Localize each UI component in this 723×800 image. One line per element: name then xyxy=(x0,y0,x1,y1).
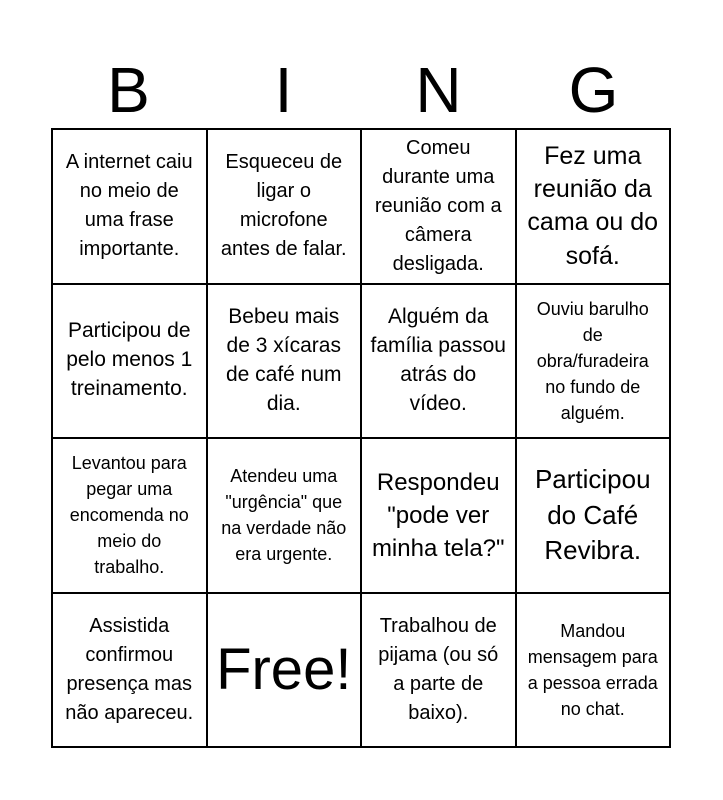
cell-text: Esqueceu de ligar o microfone antes de falar. xyxy=(220,151,347,261)
bingo-free-cell[interactable] xyxy=(208,594,363,749)
header-letter-i: I xyxy=(274,54,293,126)
header-letter-b: B xyxy=(107,54,150,126)
bingo-grid xyxy=(51,128,671,748)
bingo-cell[interactable] xyxy=(362,439,517,594)
cell-text: A internet caiu no meio de uma frase importante. xyxy=(65,151,193,261)
cell-text: Participou do Café Revibra. xyxy=(534,464,651,565)
free-space-text: Free! xyxy=(216,636,352,702)
cell-text: Trabalhou de pijama (ou só a parte de baixo). xyxy=(378,614,499,724)
cell-text: Atendeu uma "urgência" que na verdade não era urgente. xyxy=(221,466,347,565)
header-letter-n: N xyxy=(415,54,462,126)
header-letter-g: G xyxy=(568,54,619,126)
cell-text: Comeu durante uma reunião com a câmera desligada. xyxy=(374,136,502,275)
cell-text: Respondeu "pode ver minha tela?" xyxy=(371,468,505,562)
bingo-cell[interactable] xyxy=(362,130,517,285)
cell-text: Bebeu mais de 3 xícaras de café num dia. xyxy=(225,304,342,415)
bingo-cell[interactable] xyxy=(517,130,672,285)
cell-text: Alguém da família passou atrás do vídeo. xyxy=(370,304,506,415)
bingo-cell[interactable] xyxy=(208,439,363,594)
bingo-header xyxy=(51,52,671,128)
bingo-cell[interactable] xyxy=(53,594,208,749)
bingo-cell[interactable] xyxy=(517,439,672,594)
bingo-cell[interactable] xyxy=(362,285,517,440)
cell-text: Participou de pelo menos 1 treinamento. xyxy=(66,319,193,401)
cell-text: Ouviu barulho de obra/furadeira no fundo de alguém. xyxy=(536,298,649,423)
bingo-cell[interactable] xyxy=(208,130,363,285)
cell-text: Mandou mensagem para a pessoa errada no chat. xyxy=(527,620,658,719)
cell-text: Fez uma reunião da cama ou do sofá. xyxy=(527,141,659,270)
bingo-cell[interactable] xyxy=(53,439,208,594)
cell-text: Assistida confirmou presença mas não apareceu. xyxy=(65,614,194,724)
cell-text: Levantou para pegar uma encomenda no meio do trabalho. xyxy=(69,453,189,578)
bingo-cell[interactable] xyxy=(208,285,363,440)
bingo-cell[interactable] xyxy=(362,594,517,749)
bingo-cell[interactable] xyxy=(517,594,672,749)
bingo-cell[interactable] xyxy=(517,285,672,440)
bingo-cell[interactable] xyxy=(53,285,208,440)
bingo-cell[interactable] xyxy=(53,130,208,285)
